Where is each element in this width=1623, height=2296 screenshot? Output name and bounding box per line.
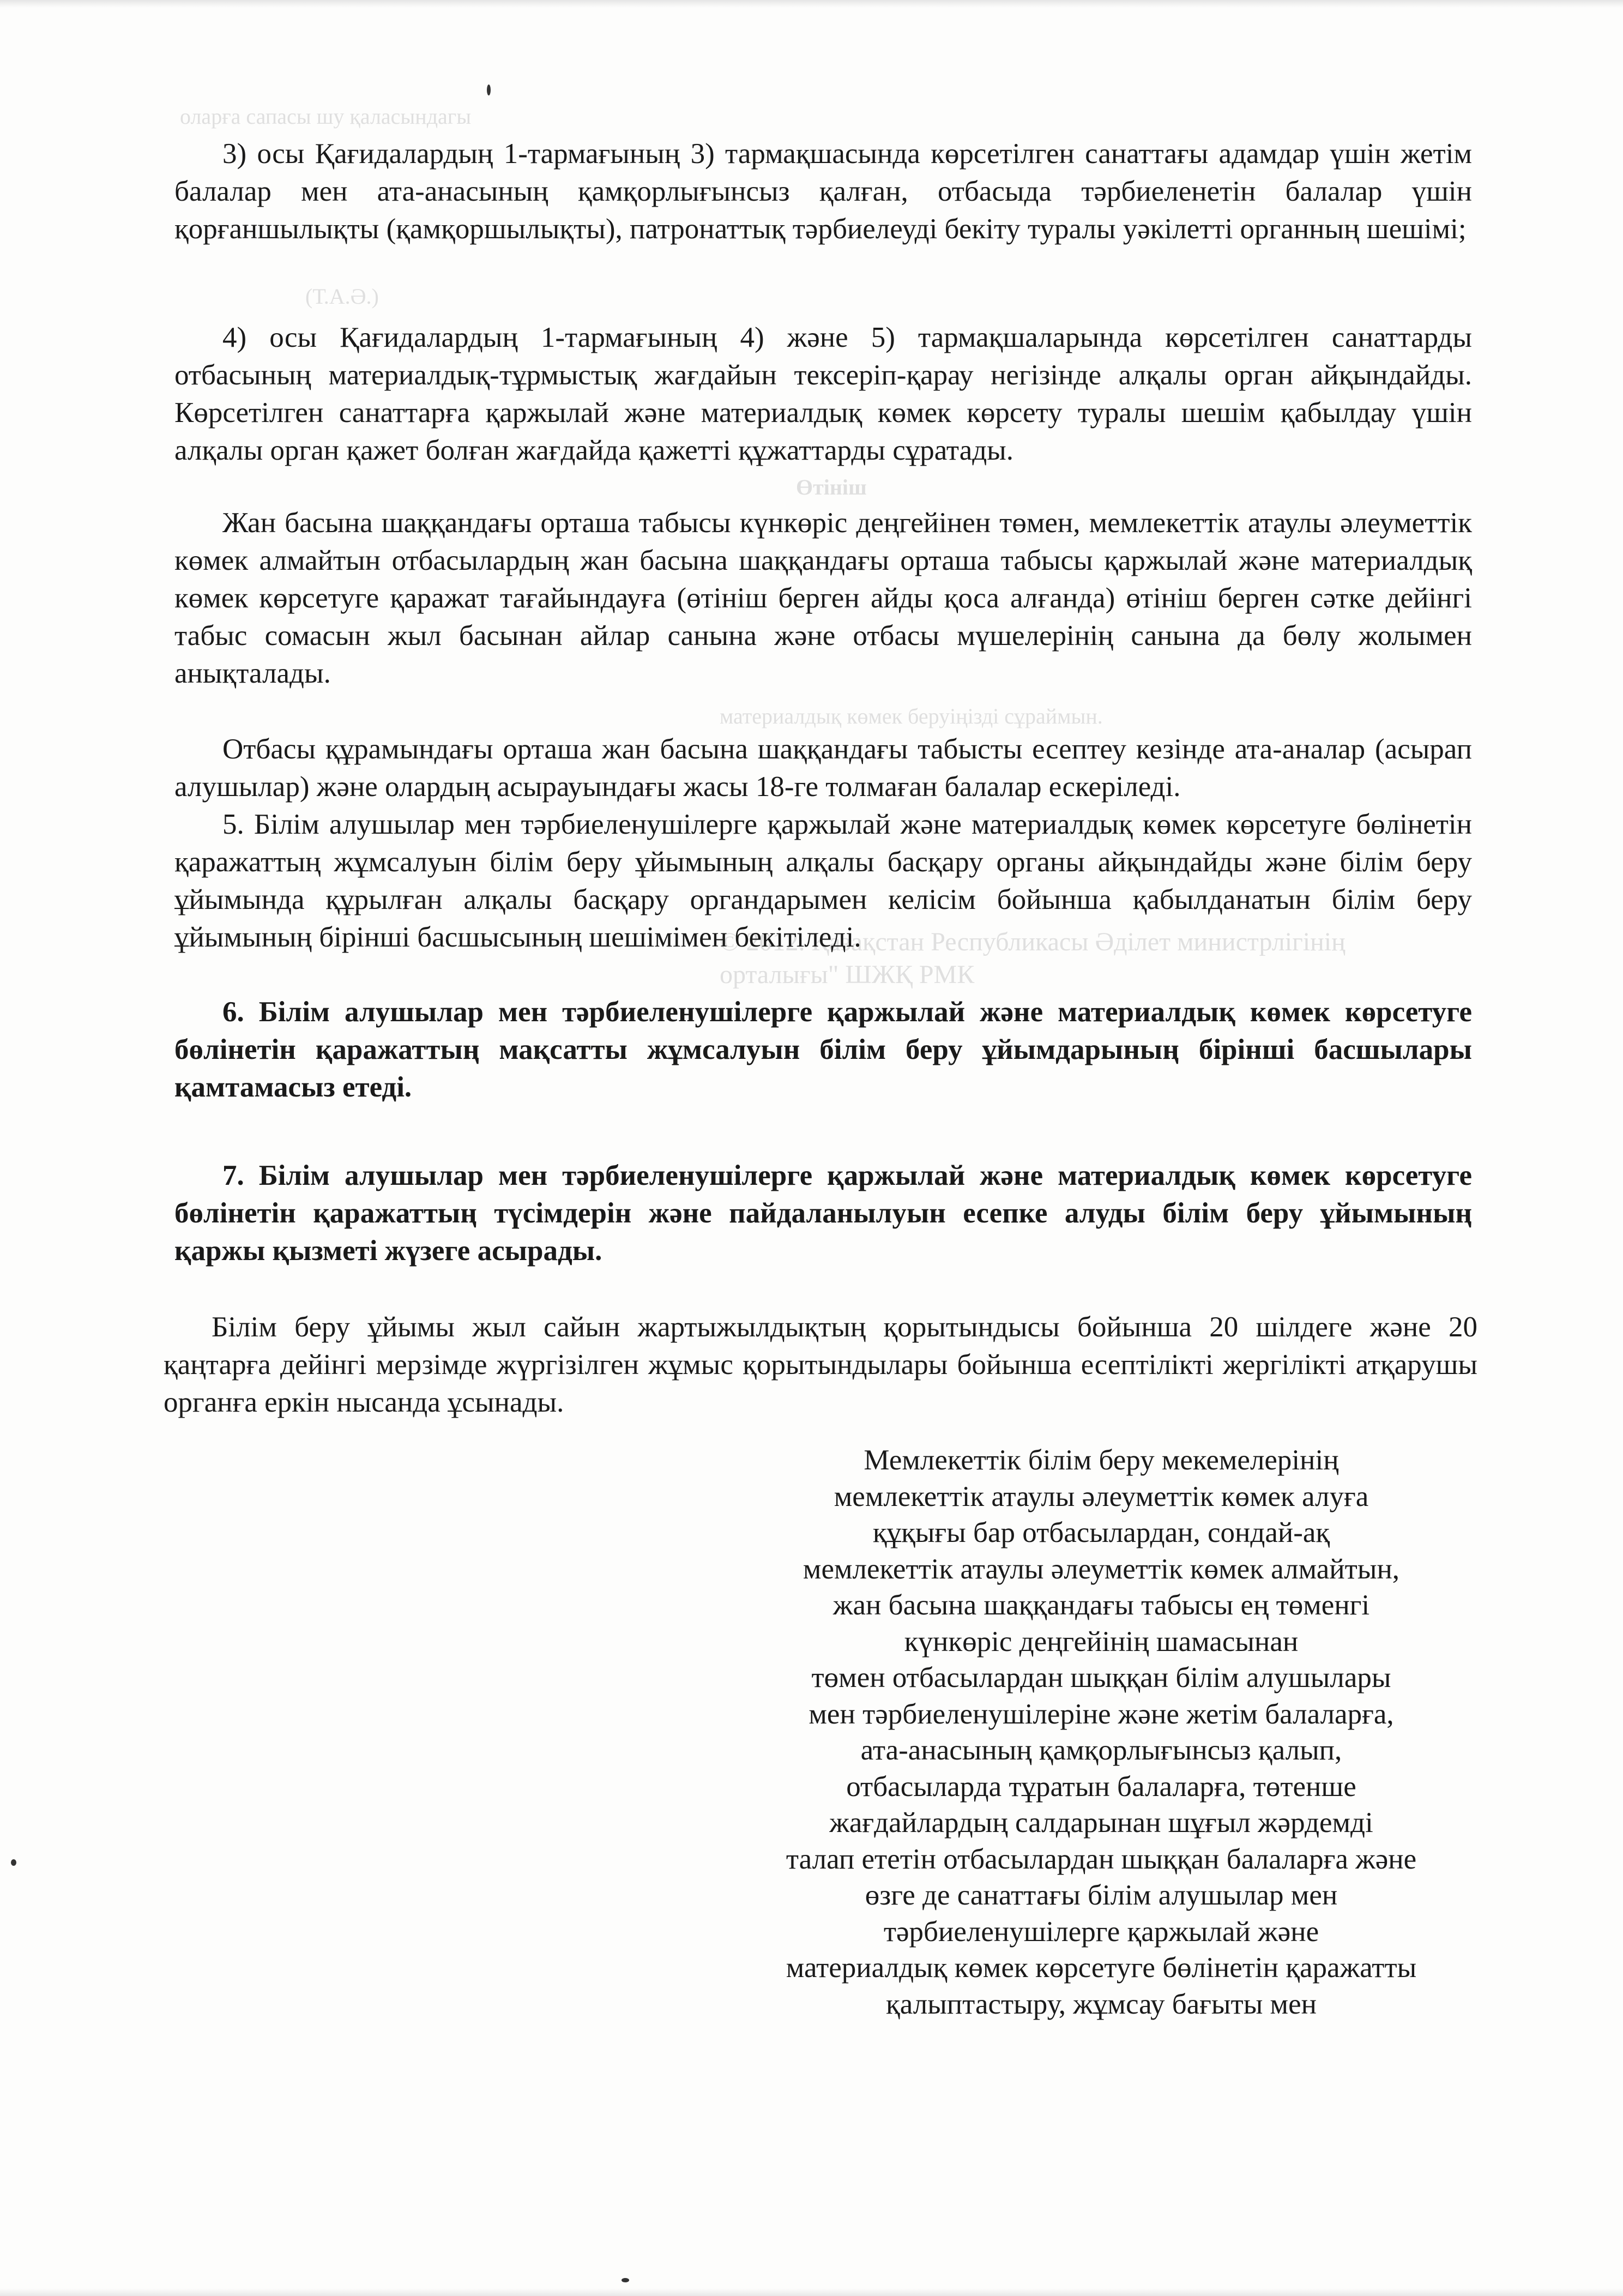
scan-edge-bottom: [0, 2288, 1623, 2296]
appendix-heading-line: өзге де санаттағы білім алушылар мен: [865, 1879, 1338, 1911]
appendix-heading-line: отбасыларда тұратын балаларға, төтенше: [846, 1770, 1356, 1803]
appendix-heading-line: мемлекеттік атаулы әлеуметтік көмек алуға: [834, 1480, 1369, 1512]
appendix-heading-line: құқығы бар отбасылардан, сондай-ақ: [872, 1517, 1330, 1548]
paragraph-reporting: Білім беру ұйымы жыл сайын жартыжылдықтың қорытындысы бойынша 20 шілдеге және 20 қаңтарға дейінгі мерзімде жүргізілген жұмыс қорытындылары бойынша есептілікті жергілікті атқарушы органға еркін нысанда ұсынады.: [164, 1311, 1477, 1418]
appendix-heading-line: мемлекеттік атаулы әлеуметтік көмек алмайтын,: [803, 1553, 1400, 1585]
paragraph-clause-7: 7. Білім алушылар мен тәрбиеленушілерге қаржылай және материалдық көмек көрсетуге бөлінетін қаражаттың түсімдерін және пайдаланылуын есепке алуды білім беру ұйымының қаржы қызметі жүзеге асырады.: [174, 1160, 1472, 1267]
ghost-text: Өтініш: [796, 475, 867, 499]
ghost-text: материалдық көмек беруіңізді сұраймын.: [720, 704, 1103, 728]
appendix-heading-line: жан басына шаққандағы табысы ең төменгі: [832, 1589, 1370, 1621]
scan-speck: [622, 2278, 629, 2282]
appendix-heading-line: мен тәрбиеленушілеріне және жетім балаларға,: [809, 1698, 1394, 1730]
ghost-text: орталығы" ШЖҚ РМК: [720, 960, 975, 989]
appendix-heading-line: Мемлекеттік білім беру мекемелерінің: [864, 1444, 1339, 1476]
appendix-heading-line: ата-анасының қамқорлығынсыз қалып,: [860, 1734, 1342, 1766]
appendix-heading-line: жағдайлардың салдарынан шұғыл жәрдемді: [829, 1807, 1373, 1839]
paragraph-clause-6: 6. Білім алушылар мен тәрбиеленушілерге қаржылай және материалдық көмек көрсетуге бөлінетін қаражаттың мақсатты жұмсалуын білім беру ұйымдарының бірінші басшылары қамтамасыз етеді.: [174, 996, 1472, 1103]
scan-edge-top: [0, 0, 1623, 8]
appendix-heading: [720, 1442, 1483, 2022]
appendix-heading-line: қалыптастыру, жұмсау бағыты мен: [886, 1988, 1317, 2020]
appendix-heading-line: күнкөріс деңгейінің шамасынан: [904, 1625, 1299, 1658]
ghost-text: © 2012. Қазақстан Республикасы Әділет министрлігінің: [720, 927, 1346, 956]
paragraph-item-3: 3) осы Қағидалардың 1-тармағының 3) тармақшасында көрсетілген санаттағы адамдар үшін жетім балалар мен ата-анасының қамқорлығынсыз қалған, отбасыда тәрбиеленетін балалар үшін қорғаншылықты (қамқоршылықты), патронаттық тәрбиелеуді бекіту туралы уәкілетті органның шешімі;: [174, 138, 1472, 245]
paragraph-family-income-calc: Отбасы құрамындағы орташа жан басына шаққандағы табысты есептеу кезінде ата-аналар (асырап алушылар) және олардың асырауындағы жасы 18-ге толмаған балалар ескеріледі.: [174, 733, 1472, 803]
paragraph-clause-5: 5. Білім алушылар мен тәрбиеленушілерге қаржылай және материалдық көмек көрсетуге бөлінетін қаражаттың жұмсалуын білім беру ұйымының алқалы басқару органы айқындайды және білім беру ұйымында құрылған алқалы басқару органдарымен келісім бойынша қабылданатын білім беру ұйымының бірінші басшысының шешімімен бекітіледі.: [174, 809, 1472, 953]
appendix-heading-line: материалдық көмек көрсетуге бөлінетін қаражатты: [786, 1952, 1417, 1984]
scan-speck: [487, 85, 491, 95]
paragraph-item-4: 4) осы Қағидалардың 1-тармағының 4) және 5) тармақшаларында көрсетілген санаттарды отбасының материалдық-тұрмыстық жағдайын тексеріп-қарау негізінде алқалы орган айқындайды. Көрсетілген санаттарға қаржылай және материалдық көмек көрсету туралы шешім қабылдау үшін алқалы орган қажет болған жағдайда қажетті құжаттарды сұратады.: [174, 322, 1472, 466]
paragraph-per-capita-income: Жан басына шаққандағы орташа табысы күнкөріс деңгейінен төмен, мемлекеттік атаулы әлеуметтік көмек алмайтын отбасылардың жан басына шаққандағы орташа табысы қаржылай және материалдық көмек көрсетуге қаражат тағайындауға (өтініш берген айды қоса алғанда) өтініш берген сәтке дейінгі табыс сомасын жыл басынан айлар санына және отбасы мүшелерінің санына да бөлу жолымен анықталады.: [174, 507, 1472, 689]
scan-speck: [11, 1859, 16, 1866]
appendix-heading-line: тәрбиеленушілерге қаржылай және: [883, 1915, 1319, 1948]
appendix-heading-line: талап ететін отбасылардан шыққан балаларға және: [786, 1843, 1417, 1875]
ghost-text: (Т.А.Ә.): [305, 284, 379, 309]
appendix-heading-line: төмен отбасылардан шыққан білім алушылары: [811, 1662, 1391, 1694]
ghost-text: оларға сапасы шу қаласындагы: [180, 104, 472, 129]
